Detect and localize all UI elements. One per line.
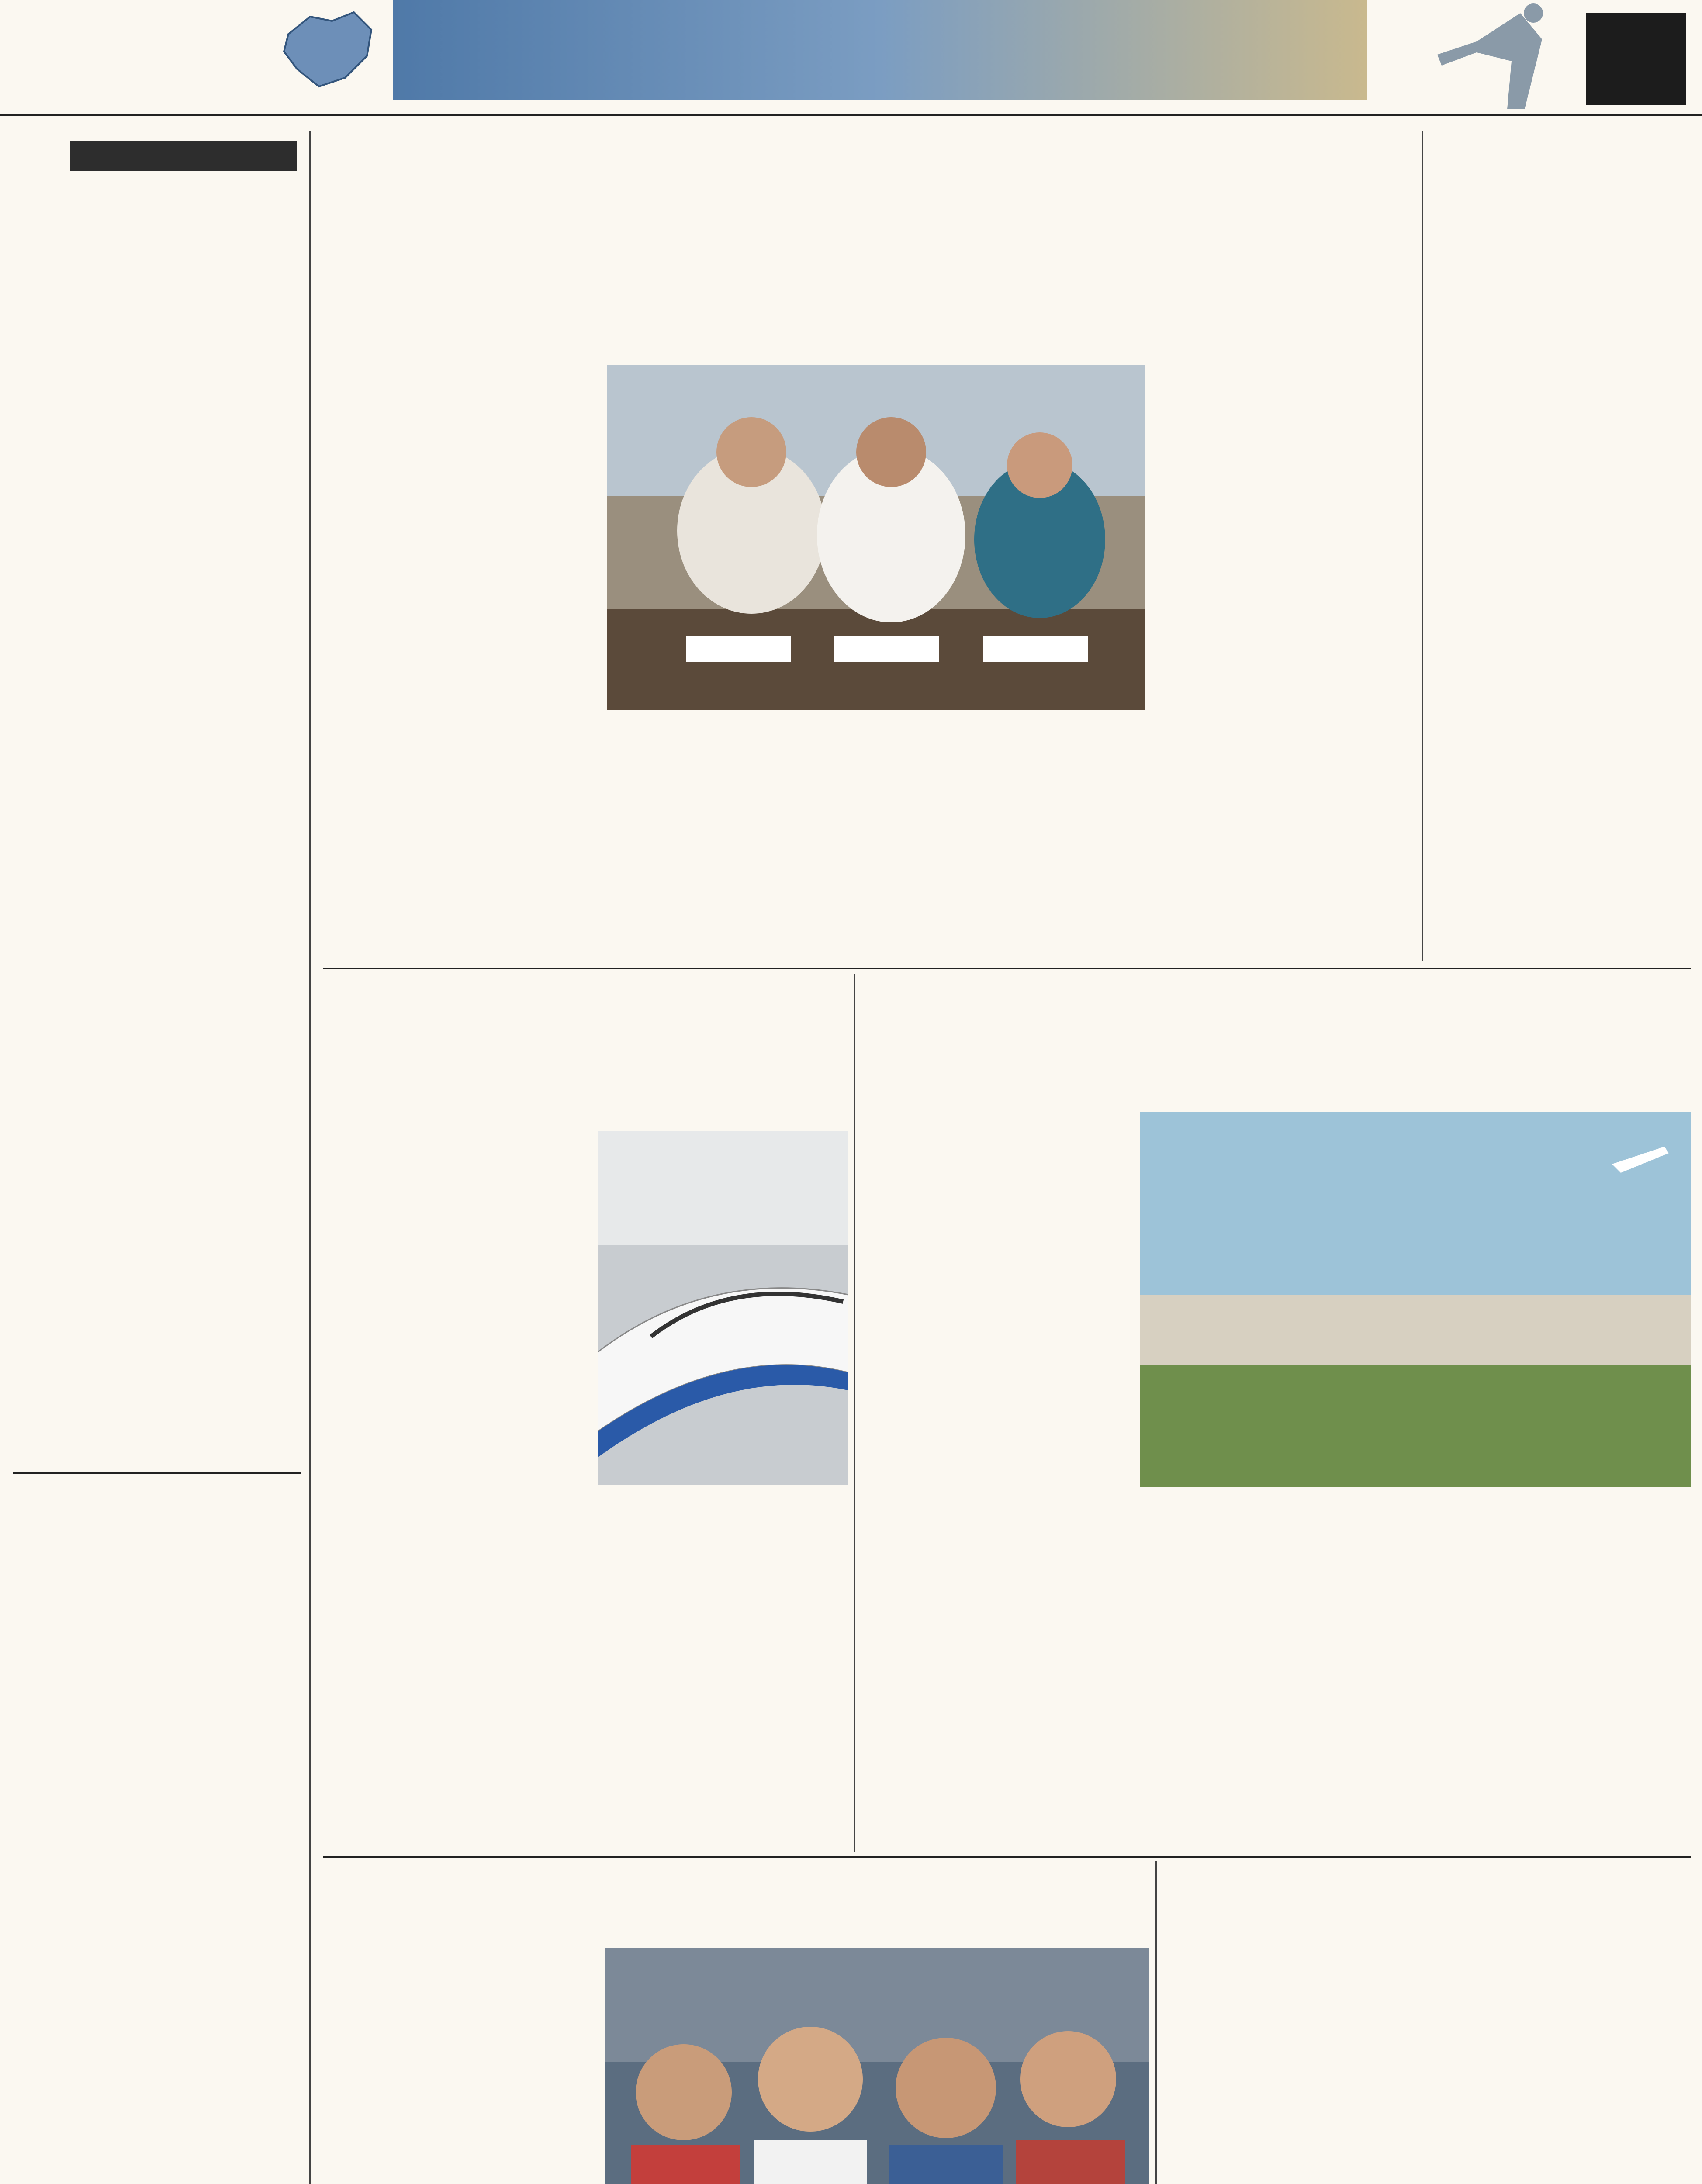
myanmar-column-1 (1164, 2049, 1422, 2184)
edition-dateline (8, 52, 305, 76)
lead-column-4 (1153, 358, 1415, 961)
jewar-headline (863, 978, 1688, 1109)
brief2-headline (13, 1481, 301, 1612)
bihar-map-logo (280, 3, 380, 95)
bullet-headline (323, 978, 848, 1123)
jewar-column-1 (865, 1112, 1131, 1852)
left-column-rule (309, 131, 311, 2184)
masthead (0, 0, 1702, 114)
page-number (1586, 13, 1686, 105)
right-story-body (1431, 293, 1693, 961)
bullet-column-1 (325, 1131, 592, 1852)
section-title (655, 17, 1092, 79)
myanmar-column-2 (1431, 2049, 1691, 2184)
tibet-headline (323, 1865, 1149, 1944)
bullet-right-rule (854, 974, 855, 1852)
tibet-children-photo (605, 1948, 1149, 2184)
masthead-rule (0, 114, 1702, 116)
gandhi-figure-icon (1376, 0, 1577, 111)
lead-column-3 (878, 716, 1145, 961)
lead-headline-line2 (323, 245, 1372, 345)
brief-label (70, 141, 297, 171)
lead-column-2 (607, 716, 869, 961)
lead-headline-line1 (323, 131, 1372, 232)
lead-bottom-rule (323, 968, 1691, 969)
tibet-right-rule (1155, 1861, 1157, 2184)
lead-right-rule (1422, 131, 1423, 961)
lead-photo-meeting (607, 365, 1145, 710)
mid-rule (323, 1856, 1691, 1858)
jewar-column-2 (1140, 1494, 1411, 1852)
airport-photo (1140, 1112, 1691, 1487)
lead-column-1 (325, 358, 601, 957)
bullet-train-photo (598, 1131, 848, 1485)
brief-headline (13, 183, 301, 297)
brief-divider (13, 1472, 301, 1474)
brief2-body (13, 1616, 301, 2184)
brief-body (13, 306, 301, 1463)
right-story-headline (1429, 140, 1691, 284)
myanmar-headline (1162, 1870, 1691, 2044)
jewar-column-3 (1420, 1494, 1691, 1852)
paper-name (8, 6, 261, 48)
bullet-column-2 (598, 1489, 848, 1852)
tibet-column-1 (325, 1948, 596, 2184)
